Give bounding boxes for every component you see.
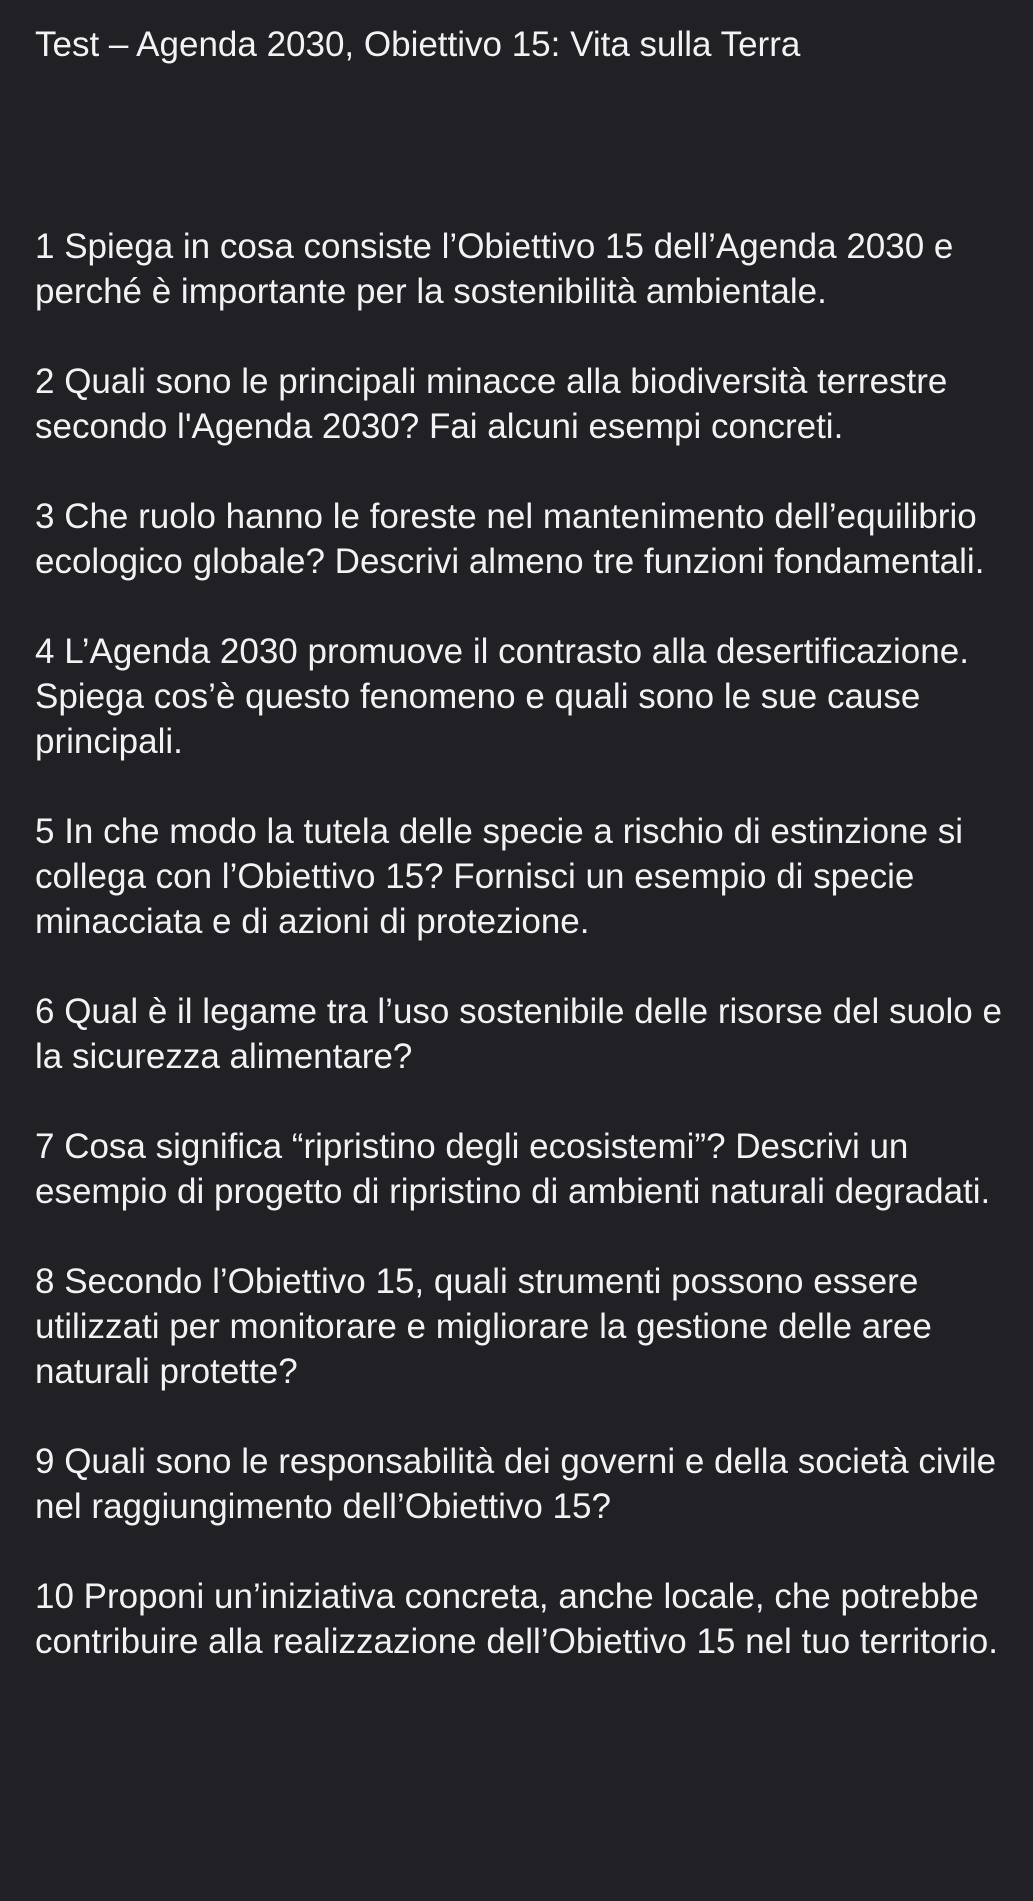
question-1: 1 Spiega in cosa consiste l’Obiettivo 15 dell’Agenda 2030 e perché è importante per la sostenibilità ambientale.: [35, 227, 954, 311]
question-8: 8 Secondo l’Obiettivo 15, quali strumenti possono essere utilizzati per monitorare e migliorare la gestione delle aree naturali protette?: [35, 1262, 932, 1391]
question-3: 3 Che ruolo hanno le foreste nel mantenimento dell’equilibrio ecologico globale? Descrivi almeno tre funzioni fondamentali.: [35, 497, 985, 581]
question-list: [35, 224, 1015, 1664]
question-6: 6 Qual è il legame tra l’uso sostenibile delle risorse del suolo e la sicurezza alimentare?: [35, 992, 1002, 1076]
question-4: 4 L’Agenda 2030 promuove il contrasto alla desertificazione. Spiega cos’è questo fenomeno e quali sono le sue cause principali.: [35, 632, 969, 761]
page-title: Test – Agenda 2030, Obiettivo 15: Vita sulla Terra: [35, 25, 801, 64]
question-9: 9 Quali sono le responsabilità dei governi e della società civile nel raggiungimento dell’Obiettivo 15?: [35, 1442, 997, 1526]
question-10: 10 Proponi un’iniziativa concreta, anche locale, che potrebbe contribuire alla realizzazione dell’Obiettivo 15 nel tuo territorio.: [35, 1577, 998, 1661]
question-2: 2 Quali sono le principali minacce alla biodiversità terrestre secondo l'Agenda 2030? Fai alcuni esempi concreti.: [35, 362, 948, 446]
question-7: 7 Cosa significa “ripristino degli ecosistemi”? Descrivi un esempio di progetto di ripristino di ambienti naturali degradati.: [35, 1127, 991, 1211]
question-5: 5 In che modo la tutela delle specie a rischio di estinzione si collega con l’Obiettivo 15? Fornisci un esempio di specie minacciata e di azioni di protezione.: [35, 812, 964, 941]
